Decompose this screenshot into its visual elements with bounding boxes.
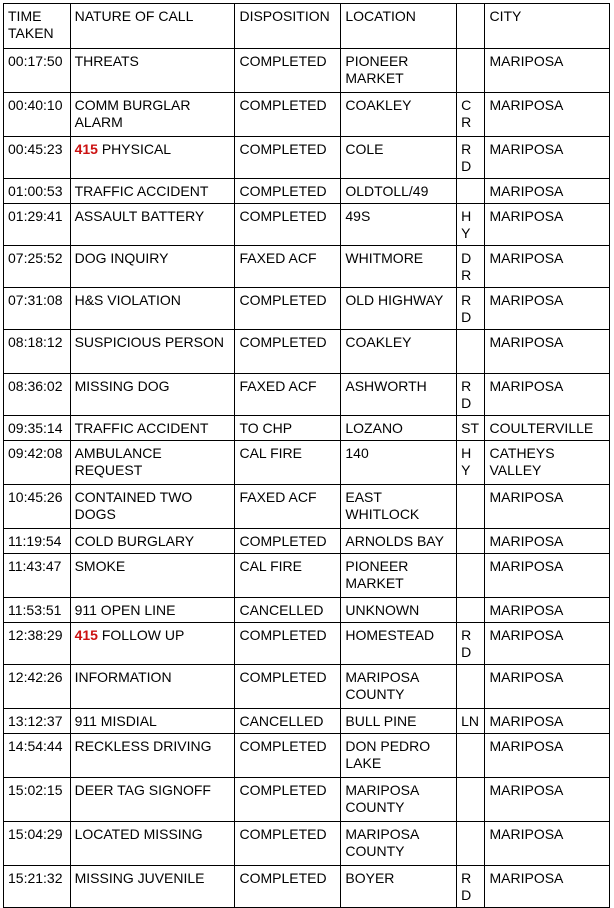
nature-text: TRAFFIC ACCIDENT: [74, 183, 209, 199]
nature-text: AMBULANCE REQUEST: [74, 445, 162, 478]
street-type-cell: [457, 529, 485, 554]
city-cell: MARIPOSA: [485, 137, 610, 179]
city-cell: MARIPOSA: [485, 330, 610, 374]
table-row: [4, 416, 610, 441]
disposition-cell: COMPLETED: [235, 623, 341, 665]
nature-cell: [70, 709, 235, 734]
nature-cell: [70, 416, 235, 441]
time-cell: 15:04:29: [4, 822, 71, 866]
nature-cell: [70, 778, 235, 822]
location-cell: BOYER: [341, 866, 457, 908]
time-cell: 00:17:50: [4, 49, 71, 93]
call-log-table: [3, 3, 610, 908]
city-cell: MARIPOSA: [485, 822, 610, 866]
nature-text: SMOKE: [74, 558, 126, 574]
disposition-cell: COMPLETED: [235, 93, 341, 137]
disposition-cell: CANCELLED: [235, 598, 341, 623]
nature-text: DEER TAG SIGNOFF: [74, 782, 211, 798]
disposition-cell: COMPLETED: [235, 288, 341, 330]
location-cell: PIONEER MARKET: [341, 49, 457, 93]
nature-cell: [70, 485, 235, 529]
table-row: [4, 330, 610, 374]
table-row: [4, 485, 610, 529]
nature-cell: [70, 204, 235, 246]
street-type-cell: CR: [457, 93, 485, 137]
city-cell: MARIPOSA: [485, 709, 610, 734]
time-cell: 13:12:37: [4, 709, 71, 734]
table-row: [4, 554, 610, 598]
nature-cell: [70, 554, 235, 598]
street-type-cell: [457, 778, 485, 822]
location-cell: OLD HIGHWAY: [341, 288, 457, 330]
location-cell: PIONEER MARKET: [341, 554, 457, 598]
city-cell: MARIPOSA: [485, 204, 610, 246]
city-cell: MARIPOSA: [485, 246, 610, 288]
table-row: [4, 709, 610, 734]
table-row: [4, 529, 610, 554]
table-row: [4, 598, 610, 623]
nature-text: ASSAULT BATTERY: [74, 208, 205, 224]
street-type-cell: [457, 665, 485, 709]
location-cell: 140: [341, 441, 457, 485]
time-cell: 12:42:26: [4, 665, 71, 709]
time-cell: 10:45:26: [4, 485, 71, 529]
street-type-cell: [457, 554, 485, 598]
street-type-cell: RD: [457, 374, 485, 416]
header-street-type: [457, 4, 485, 49]
time-cell: 07:25:52: [4, 246, 71, 288]
time-cell: 11:43:47: [4, 554, 71, 598]
time-cell: 01:00:53: [4, 179, 71, 204]
nature-text: MISSING JUVENILE: [74, 870, 205, 886]
disposition-cell: FAXED ACF: [235, 485, 341, 529]
street-type-cell: [457, 49, 485, 93]
nature-cell: [70, 665, 235, 709]
street-type-cell: RD: [457, 288, 485, 330]
time-cell: 08:18:12: [4, 330, 71, 374]
city-cell: MARIPOSA: [485, 734, 610, 778]
time-cell: 09:42:08: [4, 441, 71, 485]
disposition-cell: CAL FIRE: [235, 554, 341, 598]
street-type-cell: HY: [457, 441, 485, 485]
nature-cell: [70, 441, 235, 485]
header-disposition: DISPOSITION: [235, 4, 341, 49]
table-row: [4, 665, 610, 709]
time-cell: 15:21:32: [4, 866, 71, 908]
nature-cell: [70, 529, 235, 554]
table-row: [4, 623, 610, 665]
nature-text: 911 MISDIAL: [74, 713, 157, 729]
nature-text: MISSING DOG: [74, 378, 170, 394]
header-location: LOCATION: [341, 4, 457, 49]
nature-text: LOCATED MISSING: [74, 826, 203, 842]
time-cell: 09:35:14: [4, 416, 71, 441]
nature-text: COLD BURGLARY: [74, 533, 195, 549]
disposition-cell: COMPLETED: [235, 822, 341, 866]
nature-cell: [70, 374, 235, 416]
location-cell: BULL PINE: [341, 709, 457, 734]
location-cell: LOZANO: [341, 416, 457, 441]
time-cell: 07:31:08: [4, 288, 71, 330]
street-type-cell: RD: [457, 623, 485, 665]
location-cell: COAKLEY: [341, 93, 457, 137]
city-cell: MARIPOSA: [485, 529, 610, 554]
location-cell: UNKNOWN: [341, 598, 457, 623]
nature-text: TRAFFIC ACCIDENT: [74, 420, 209, 436]
location-cell: EAST WHITLOCK: [341, 485, 457, 529]
nature-cell: [70, 288, 235, 330]
table-row: [4, 734, 610, 778]
street-type-cell: RD: [457, 866, 485, 908]
nature-cell: [70, 822, 235, 866]
nature-text: INFORMATION: [74, 669, 172, 685]
city-cell: MARIPOSA: [485, 374, 610, 416]
call-log-body: [4, 4, 610, 908]
city-cell: MARIPOSA: [485, 598, 610, 623]
nature-cell: [70, 93, 235, 137]
disposition-cell: CANCELLED: [235, 709, 341, 734]
time-cell: 15:02:15: [4, 778, 71, 822]
city-cell: MARIPOSA: [485, 93, 610, 137]
nature-cell: [70, 866, 235, 908]
header-city: CITY: [485, 4, 610, 49]
nature-text: H&S VIOLATION: [74, 292, 181, 308]
table-row: [4, 137, 610, 179]
header-nature: NATURE OF CALL: [70, 4, 235, 49]
location-cell: MARIPOSA COUNTY: [341, 665, 457, 709]
time-cell: 01:29:41: [4, 204, 71, 246]
nature-cell: [70, 598, 235, 623]
city-cell: MARIPOSA: [485, 778, 610, 822]
penal-code: 415: [74, 141, 98, 157]
disposition-cell: COMPLETED: [235, 778, 341, 822]
city-cell: MARIPOSA: [485, 485, 610, 529]
location-cell: OLDTOLL/49: [341, 179, 457, 204]
nature-cell: [70, 623, 235, 665]
location-cell: DON PEDRO LAKE: [341, 734, 457, 778]
city-cell: MARIPOSA: [485, 554, 610, 598]
street-type-cell: [457, 734, 485, 778]
table-row: [4, 93, 610, 137]
table-row: [4, 374, 610, 416]
time-cell: 11:19:54: [4, 529, 71, 554]
nature-text: DOG INQUIRY: [74, 250, 169, 266]
time-cell: 11:53:51: [4, 598, 71, 623]
location-cell: COAKLEY: [341, 330, 457, 374]
city-cell: MARIPOSA: [485, 49, 610, 93]
nature-text: FOLLOW UP: [97, 627, 185, 643]
disposition-cell: COMPLETED: [235, 866, 341, 908]
city-cell: CATHEYS VALLEY: [485, 441, 610, 485]
disposition-cell: COMPLETED: [235, 665, 341, 709]
city-cell: COULTERVILLE: [485, 416, 610, 441]
location-cell: ASHWORTH: [341, 374, 457, 416]
time-cell: 00:45:23: [4, 137, 71, 179]
disposition-cell: COMPLETED: [235, 137, 341, 179]
time-cell: 12:38:29: [4, 623, 71, 665]
disposition-cell: COMPLETED: [235, 529, 341, 554]
location-cell: MARIPOSA COUNTY: [341, 778, 457, 822]
disposition-cell: FAXED ACF: [235, 246, 341, 288]
table-row: [4, 179, 610, 204]
city-cell: MARIPOSA: [485, 866, 610, 908]
table-row: [4, 204, 610, 246]
street-type-cell: [457, 330, 485, 374]
city-cell: MARIPOSA: [485, 623, 610, 665]
disposition-cell: FAXED ACF: [235, 374, 341, 416]
disposition-cell: COMPLETED: [235, 734, 341, 778]
table-row: [4, 246, 610, 288]
street-type-cell: [457, 179, 485, 204]
nature-cell: [70, 49, 235, 93]
street-type-cell: [457, 822, 485, 866]
disposition-cell: COMPLETED: [235, 330, 341, 374]
location-cell: MARIPOSA COUNTY: [341, 822, 457, 866]
nature-cell: [70, 179, 235, 204]
table-row: [4, 778, 610, 822]
disposition-cell: COMPLETED: [235, 204, 341, 246]
time-cell: 14:54:44: [4, 734, 71, 778]
table-row: [4, 866, 610, 908]
nature-cell: [70, 330, 235, 374]
street-type-cell: [457, 485, 485, 529]
disposition-cell: COMPLETED: [235, 179, 341, 204]
table-row: [4, 288, 610, 330]
penal-code: 415: [74, 627, 98, 643]
location-cell: HOMESTEAD: [341, 623, 457, 665]
time-cell: 08:36:02: [4, 374, 71, 416]
disposition-cell: TO CHP: [235, 416, 341, 441]
street-type-cell: LN: [457, 709, 485, 734]
street-type-cell: ST: [457, 416, 485, 441]
city-cell: MARIPOSA: [485, 179, 610, 204]
nature-text: 911 OPEN LINE: [74, 602, 176, 618]
table-row: [4, 441, 610, 485]
nature-text: RECKLESS DRIVING: [74, 738, 212, 754]
street-type-cell: [457, 598, 485, 623]
nature-cell: [70, 246, 235, 288]
nature-cell: [70, 137, 235, 179]
header-row: [4, 4, 610, 49]
table-row: [4, 822, 610, 866]
street-type-cell: DR: [457, 246, 485, 288]
location-cell: 49S: [341, 204, 457, 246]
city-cell: MARIPOSA: [485, 665, 610, 709]
location-cell: WHITMORE: [341, 246, 457, 288]
location-cell: ARNOLDS BAY: [341, 529, 457, 554]
nature-text: CONTAINED TWO DOGS: [74, 489, 193, 522]
location-cell: COLE: [341, 137, 457, 179]
nature-text: PHYSICAL: [97, 141, 172, 157]
table-row: [4, 49, 610, 93]
nature-text: COMM BURGLAR ALARM: [74, 97, 191, 130]
street-type-cell: RD: [457, 137, 485, 179]
nature-cell: [70, 734, 235, 778]
nature-text: THREATS: [74, 53, 139, 69]
nature-text: SUSPICIOUS PERSON: [74, 334, 224, 350]
disposition-cell: COMPLETED: [235, 49, 341, 93]
time-cell: 00:40:10: [4, 93, 71, 137]
header-time: TIME TAKEN: [4, 4, 71, 49]
street-type-cell: HY: [457, 204, 485, 246]
disposition-cell: CAL FIRE: [235, 441, 341, 485]
city-cell: MARIPOSA: [485, 288, 610, 330]
